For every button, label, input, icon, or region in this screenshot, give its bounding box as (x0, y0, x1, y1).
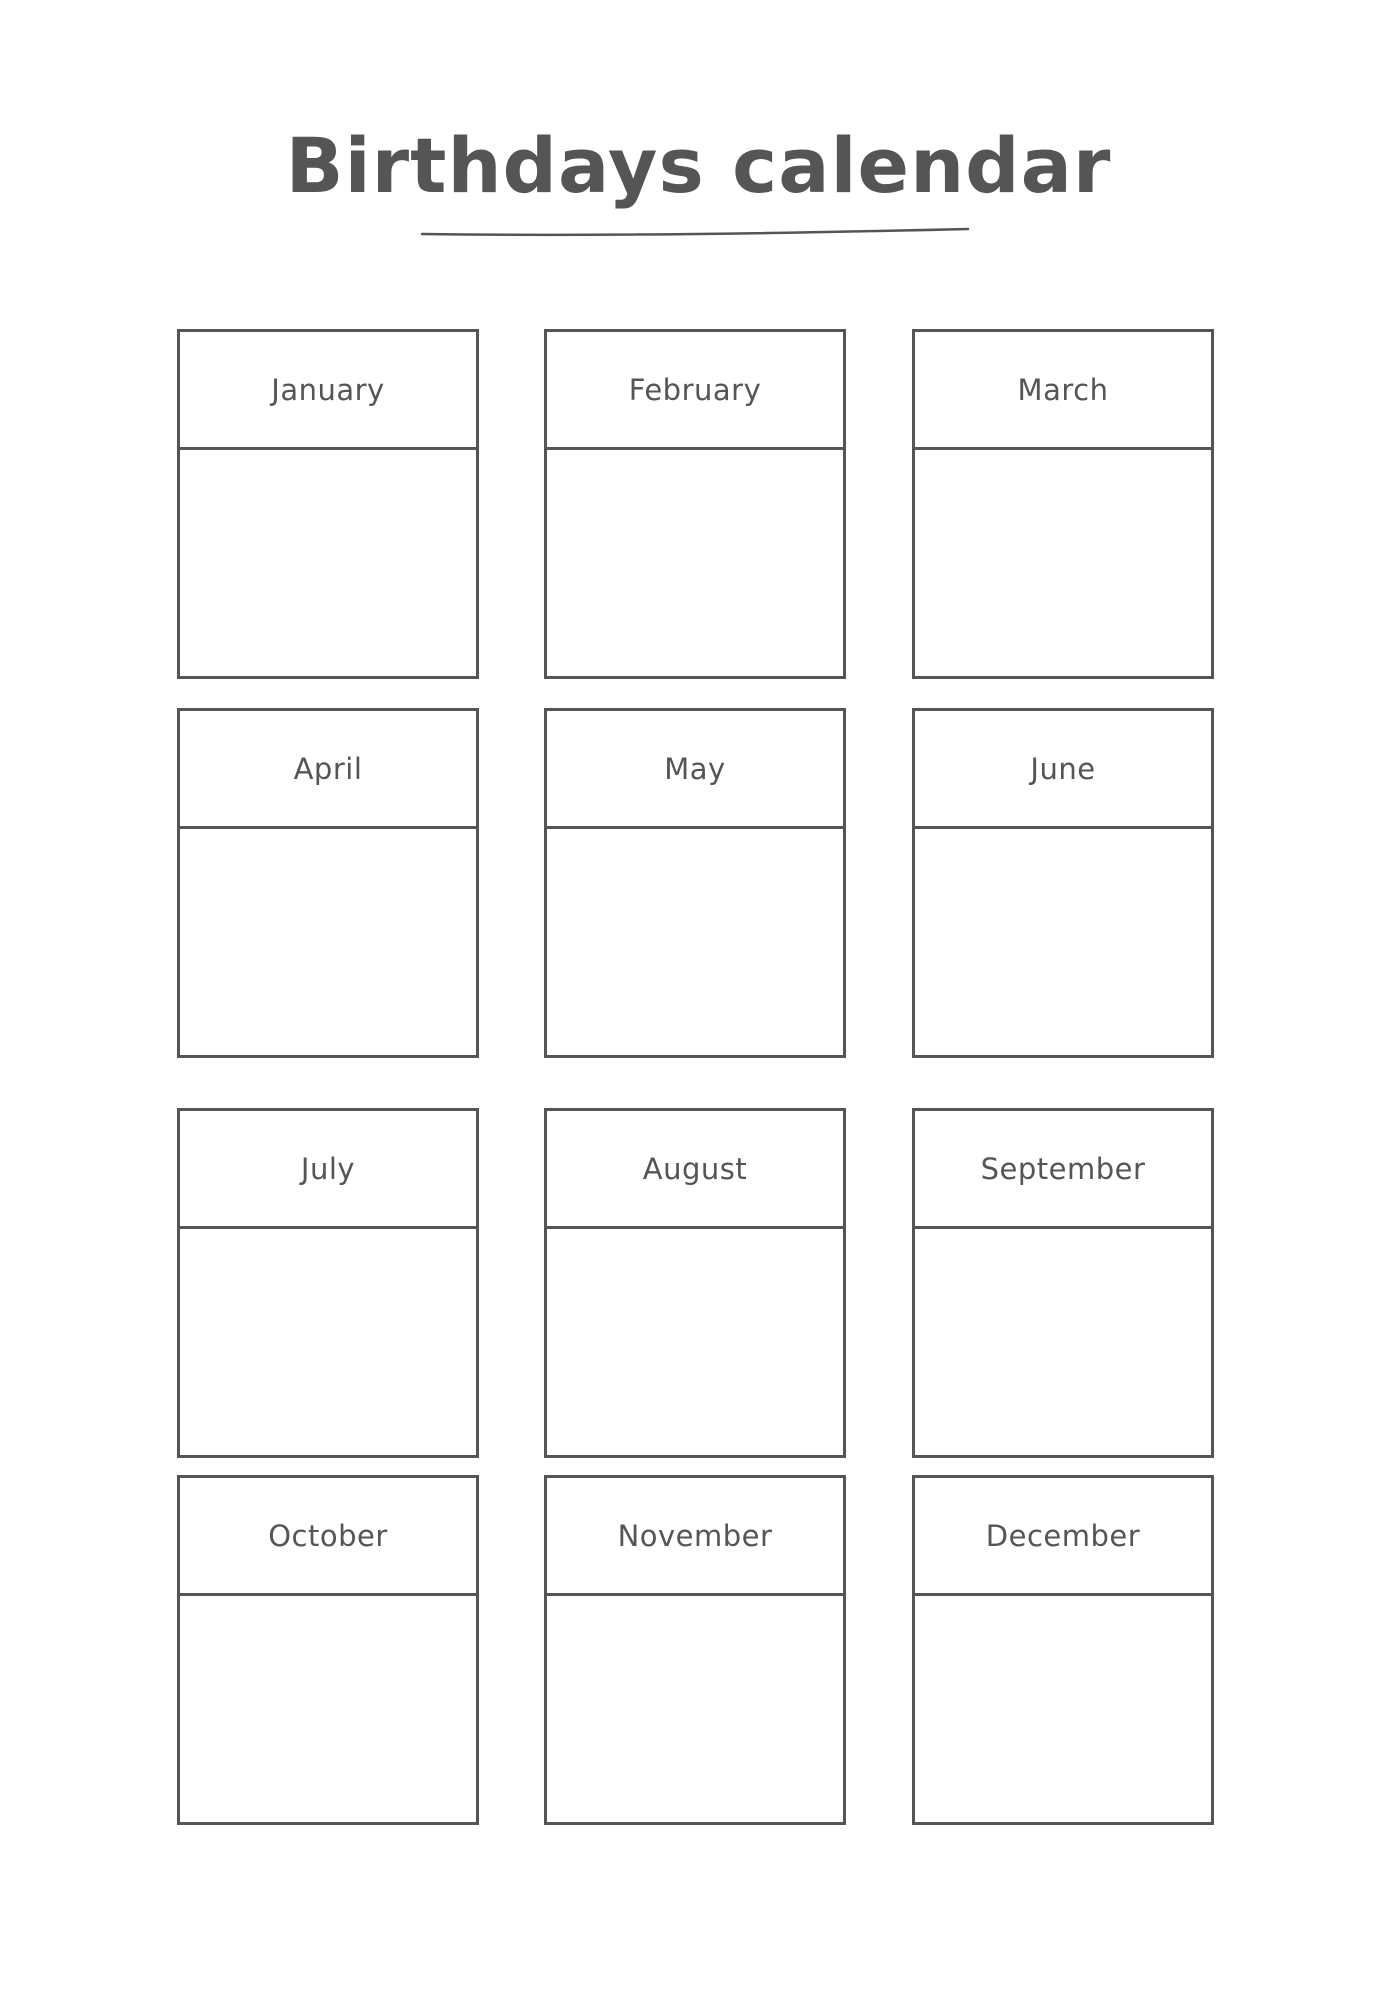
month-entry-area[interactable] (180, 829, 476, 1055)
month-entry-area[interactable] (180, 1229, 476, 1455)
month-entry-area[interactable] (915, 450, 1211, 676)
month-entry-area[interactable] (547, 1596, 843, 1822)
month-box-december (912, 1475, 1214, 1825)
page-title: Birthdays calendar (285, 121, 1112, 210)
month-entry-area[interactable] (915, 1596, 1211, 1822)
month-row-4 (177, 1475, 1217, 1827)
month-box-january (177, 329, 479, 679)
month-box-may (544, 708, 846, 1058)
title-underline (420, 225, 970, 239)
month-entry-area[interactable] (915, 1229, 1211, 1455)
month-box-april (177, 708, 479, 1058)
month-row-1 (177, 329, 1217, 681)
month-label: April (180, 711, 476, 829)
month-box-july (177, 1108, 479, 1458)
month-row-3 (177, 1108, 1217, 1460)
month-label: May (547, 711, 843, 829)
month-box-february (544, 329, 846, 679)
month-label: March (915, 332, 1211, 450)
month-entry-area[interactable] (180, 450, 476, 676)
month-box-october (177, 1475, 479, 1825)
month-row-2 (177, 708, 1217, 1060)
month-box-august (544, 1108, 846, 1458)
month-entry-area[interactable] (915, 829, 1211, 1055)
month-label: December (915, 1478, 1211, 1596)
month-label: September (915, 1111, 1211, 1229)
month-label: January (180, 332, 476, 450)
month-label: November (547, 1478, 843, 1596)
month-label: February (547, 332, 843, 450)
month-entry-area[interactable] (180, 1596, 476, 1822)
month-box-september (912, 1108, 1214, 1458)
month-label: October (180, 1478, 476, 1596)
month-entry-area[interactable] (547, 829, 843, 1055)
month-box-november (544, 1475, 846, 1825)
month-box-march (912, 329, 1214, 679)
month-entry-area[interactable] (547, 1229, 843, 1455)
month-entry-area[interactable] (547, 450, 843, 676)
month-label: July (180, 1111, 476, 1229)
month-label: June (915, 711, 1211, 829)
month-box-june (912, 708, 1214, 1058)
month-label: August (547, 1111, 843, 1229)
